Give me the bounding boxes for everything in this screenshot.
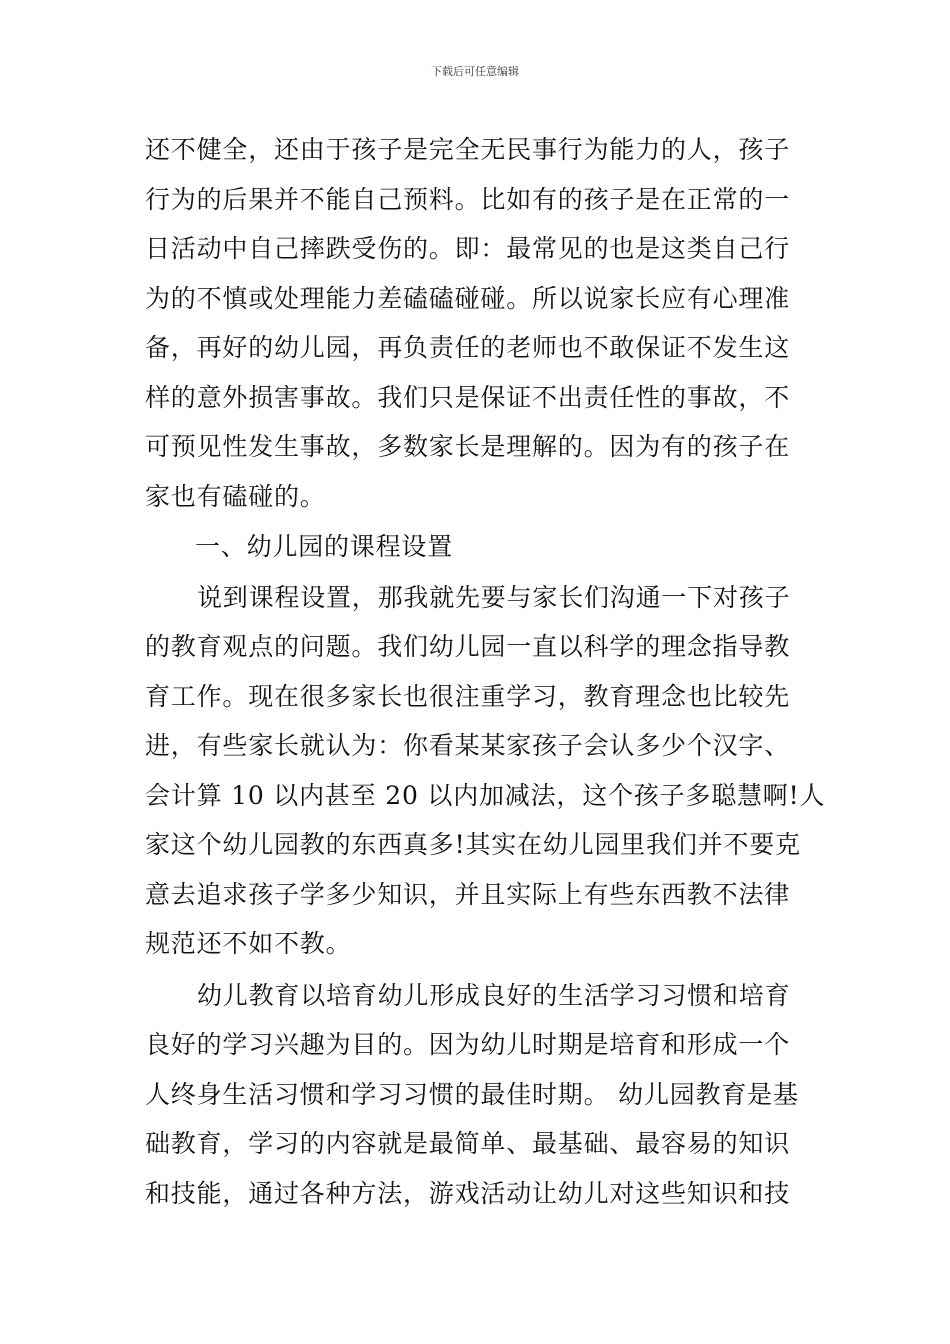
paragraph-first-line: 说到课程设置，那我就先要与家长们沟通一下对孩子 — [197, 583, 791, 612]
text-line: 家这个幼儿园教的东西真多!其实在幼儿园里我们并不要克 — [145, 830, 801, 859]
text-line: 行为的后果并不能自己预料。比如有的孩子是在正常的一 — [145, 185, 791, 214]
text-line: 规范还不如不教。 — [145, 929, 352, 958]
paragraph-first-line: 幼儿教育以培育幼儿形成良好的生活学习习惯和培育 — [197, 981, 791, 1010]
text-line: 样的意外损害事故。我们只是保证不出责任性的事故，不 — [145, 383, 791, 412]
text-line: 础教育，学习的内容就是最简单、最基础、最容易的知识 — [145, 1129, 791, 1158]
page-header-note: 下载后可任意编辑 — [431, 65, 519, 78]
text-line: 意去追求孩子学多少知识，并且实际上有些东西教不法律 — [145, 880, 791, 909]
text-line: 备，再好的幼儿园，再负责任的老师也不敢保证不发生这 — [145, 333, 791, 362]
text-line: 人终身生活习惯和学习习惯的最佳时期。 幼儿园教育是基 — [145, 1080, 799, 1109]
text-line: 良好的学习兴趣为目的。因为幼儿时期是培育和形成一个 — [145, 1030, 791, 1059]
text-line: 家也有磕碰的。 — [145, 482, 326, 511]
text-line: 进，有些家长就认为：你看某某家孩子会认多少个汉字、 — [145, 731, 791, 760]
text-line: 会计算 10 以内甚至 20 以内加减法，这个孩子多聪慧啊!人 — [145, 781, 826, 810]
text-line: 可预见性发生事故，多数家长是理解的。因为有的孩子在 — [145, 432, 791, 461]
text-line: 还不健全，还由于孩子是完全无民事行为能力的人，孩子 — [145, 135, 791, 164]
text-line: 的教育观点的问题。我们幼儿园一直以科学的理念指导教 — [145, 632, 791, 661]
section-heading: 一、幼儿园的课程设置 — [195, 532, 454, 561]
text-line: 日活动中自己摔跌受伤的。即：最常见的也是这类自己行 — [145, 234, 791, 263]
text-line: 为的不慎或处理能力差磕磕碰碰。所以说家长应有心理准 — [145, 284, 791, 313]
text-line: 育工作。现在很多家长也很注重学习，教育理念也比较先 — [145, 682, 791, 711]
text-line: 和技能，通过各种方法，游戏活动让幼儿对这些知识和技 — [145, 1179, 791, 1208]
